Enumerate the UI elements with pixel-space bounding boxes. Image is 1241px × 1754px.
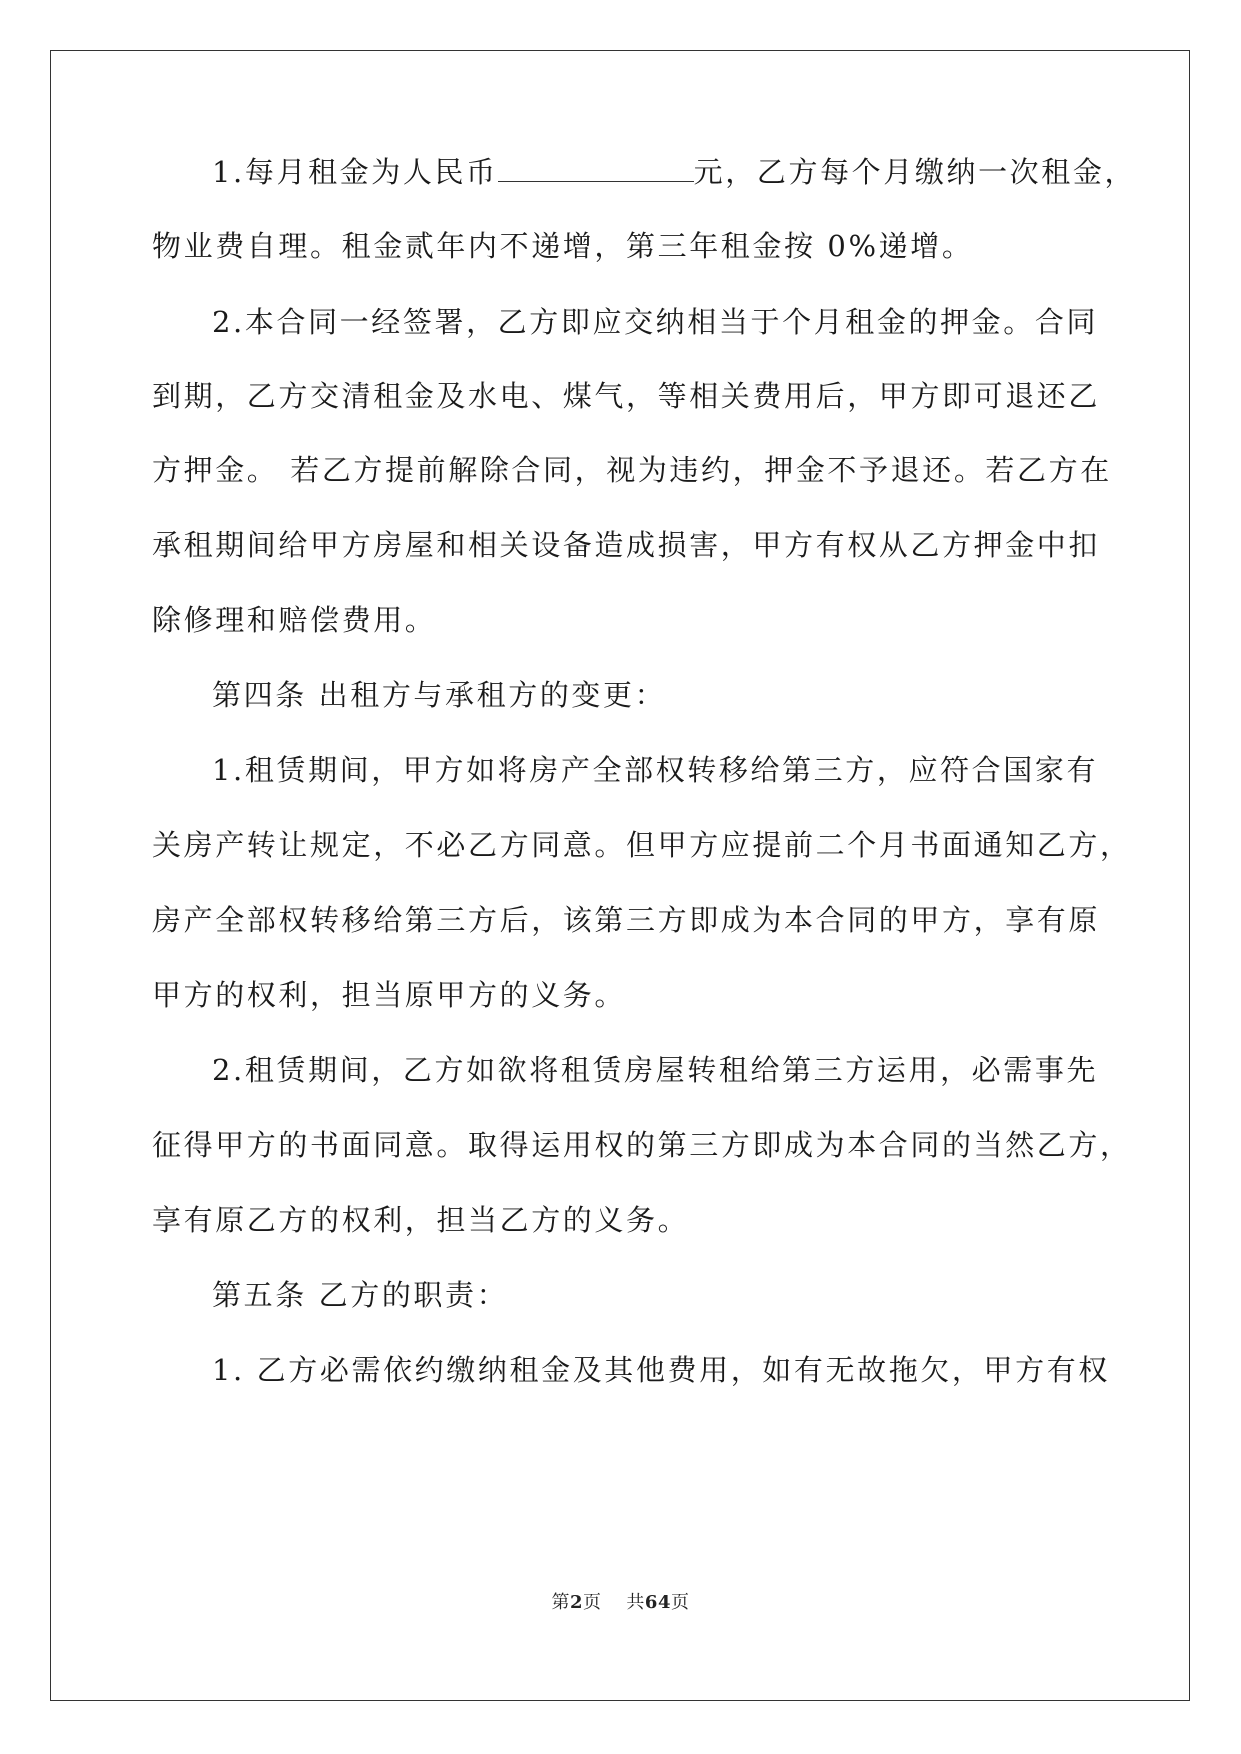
paragraph-line: 享有原乙方的权利，担当乙方的义务。 xyxy=(152,1203,690,1237)
paragraph-line: 甲方的权利，担当原甲方的义务。 xyxy=(152,978,627,1012)
paragraph-line: 1.租赁期间，甲方如将房产全部权转移给第三方，应符合国家有 xyxy=(212,753,1099,787)
paragraph-line: 2.本合同一经签署，乙方即应交纳相当于个月租金的押金。合同 xyxy=(212,305,1099,339)
paragraph-line: 承租期间给甲方房屋和相关设备造成损害，甲方有权从乙方押金中扣 xyxy=(152,528,1101,562)
footer-suffix: 页 xyxy=(670,1592,690,1613)
page-footer xyxy=(0,1588,1241,1614)
section-heading: 第四条 出租方与承租方的变更： xyxy=(212,678,667,712)
footer-page-number: 2 xyxy=(570,1592,584,1613)
paragraph-line: 1. 乙方必需依约缴纳租金及其他费用，如有无故拖欠，甲方有权 xyxy=(212,1353,1110,1387)
footer-mid: 页 共 xyxy=(583,1592,645,1613)
footer-total-pages: 64 xyxy=(644,1592,671,1613)
paragraph-line: 征得甲方的书面同意。取得运用权的第三方即成为本合同的当然乙方， xyxy=(152,1128,1132,1162)
paragraph-line: 关房产转让规定，不必乙方同意。但甲方应提前二个月书面通知乙方， xyxy=(152,828,1132,862)
paragraph-line: 方押金。 若乙方提前解除合同，视为违约，押金不予退还。若乙方在 xyxy=(152,453,1112,487)
paragraph-line: 2.租赁期间，乙方如欲将租赁房屋转租给第三方运用，必需事先 xyxy=(212,1053,1099,1087)
paragraph-line: 除修理和赔偿费用。 xyxy=(152,603,437,637)
blank-field xyxy=(498,157,694,182)
paragraph-line: 房产全部权转移给第三方后，该第三方即成为本合同的甲方，享有原 xyxy=(152,903,1101,937)
page-border xyxy=(50,50,1190,1701)
footer-prefix: 第 xyxy=(551,1592,570,1613)
paragraph-line: 1.每月租金为人民币 元，乙方每个月缴纳一次租金， xyxy=(212,155,1137,189)
paragraph-line: 到期，乙方交清租金及水电、煤气，等相关费用后，甲方即可退还乙 xyxy=(152,379,1101,413)
paragraph-line: 物业费自理。租金贰年内不递增，第三年租金按 0%递增。 xyxy=(152,229,974,263)
section-heading: 第五条 乙方的职责： xyxy=(212,1278,509,1312)
